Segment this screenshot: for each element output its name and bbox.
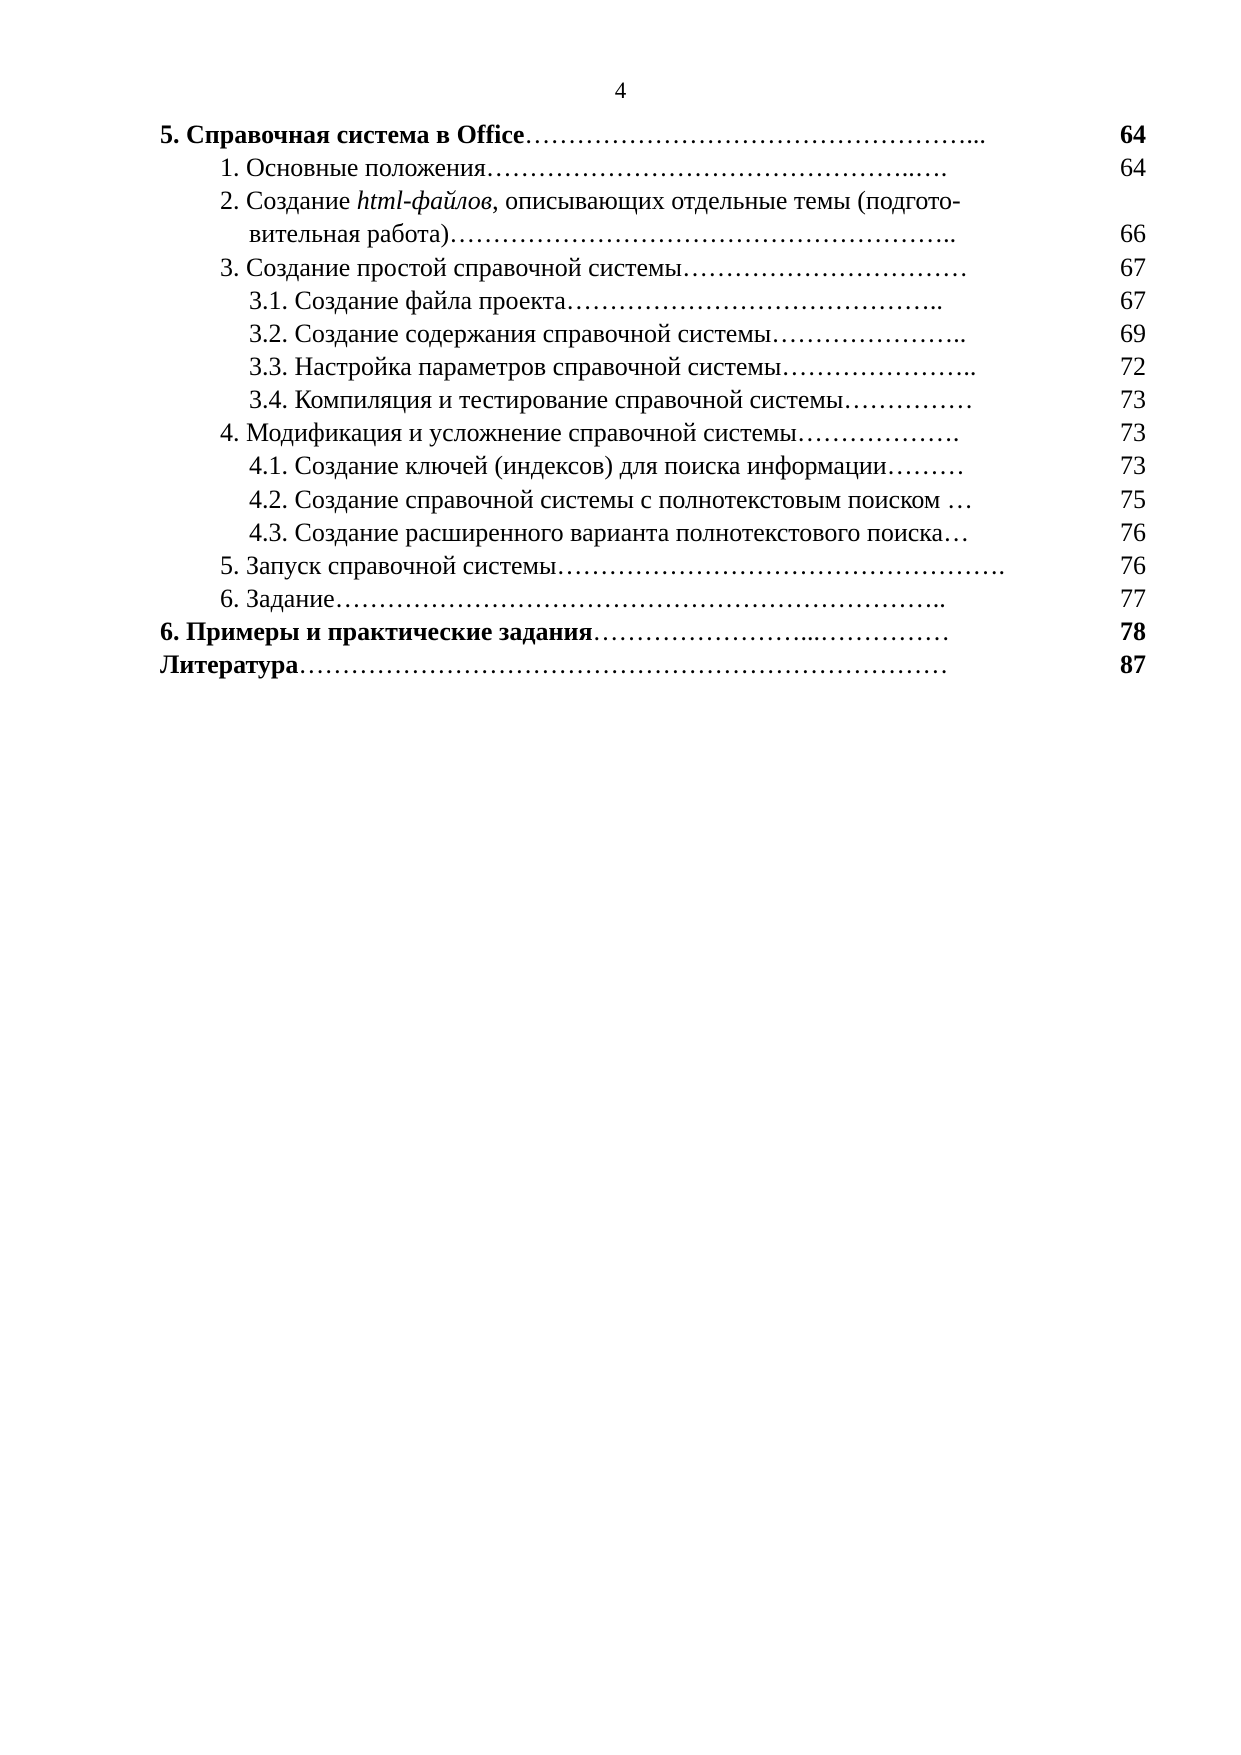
toc-leader-dots: ……………………………………………. bbox=[556, 551, 1005, 580]
toc-leader-dots: … bbox=[946, 485, 973, 514]
toc-entry-title-end: , описывающих отдельные темы (подгото- bbox=[492, 186, 961, 215]
toc-entry-title: 3. Создание простой справочной системы bbox=[220, 253, 682, 282]
toc-entry-title: Литература bbox=[160, 650, 299, 679]
toc-page-number: 87 bbox=[1120, 650, 1146, 679]
toc-leader-dots: ……………………...…………… bbox=[592, 617, 951, 646]
toc-entry-title: 1. Основные положения bbox=[220, 153, 486, 182]
toc-leader-dots: ……… bbox=[886, 451, 965, 480]
toc-leader-dots: …………………………………………………………….. bbox=[334, 584, 946, 613]
toc-leader-dots: …………………………………….. bbox=[565, 286, 943, 315]
toc-page-number: 73 bbox=[1120, 451, 1146, 480]
toc-leader-dots: ………………….. bbox=[781, 352, 977, 381]
toc-chapter-5 bbox=[0, 118, 1241, 152]
toc-section-5-2-continued bbox=[0, 217, 1241, 251]
toc-entry-title: 3.4. Компиляция и тестирование справочной системы bbox=[249, 385, 844, 414]
toc-subsection-4-3 bbox=[0, 516, 1241, 550]
toc-entry-title-start: 2. Создание bbox=[220, 186, 357, 215]
toc-entry-title: 6. Задание bbox=[220, 584, 335, 613]
toc-page-number: 76 bbox=[1120, 551, 1146, 580]
toc-page-number: 66 bbox=[1120, 219, 1146, 248]
toc-entry-title: 6. Примеры и практические задания bbox=[160, 617, 593, 646]
toc-entry-title: 4. Модификация и усложнение справочной системы bbox=[220, 418, 797, 447]
toc-entry-title: вительная работа) bbox=[249, 219, 450, 248]
toc-page-number: 73 bbox=[1120, 418, 1146, 447]
toc-leader-dots: …………………………………………..…. bbox=[485, 153, 948, 182]
toc-subsection-3-1 bbox=[0, 284, 1241, 318]
toc-leader-dots: …………… bbox=[843, 385, 974, 414]
toc-entry-title: 5. Запуск справочной системы bbox=[220, 551, 557, 580]
toc-page-number: 67 bbox=[1120, 253, 1146, 282]
toc-page-number: 72 bbox=[1120, 352, 1146, 381]
toc-entry-title: 3.2. Создание содержания справочной системы bbox=[249, 319, 772, 348]
toc-entry-title: 4.2. Создание справочной системы с полнотекстовым поиском bbox=[249, 485, 947, 514]
toc-subsection-3-2 bbox=[0, 317, 1241, 351]
toc-leader-dots: ………………….. bbox=[771, 319, 967, 348]
toc-page-number: 64 bbox=[1120, 120, 1146, 149]
toc-page-number: 64 bbox=[1120, 153, 1146, 182]
toc-section-5-3 bbox=[0, 251, 1241, 285]
toc-entry-title: 4.1. Создание ключей (индексов) для поиска информации bbox=[249, 451, 887, 480]
toc-section-5-6 bbox=[0, 582, 1241, 616]
toc-section-5-2 bbox=[0, 184, 1241, 218]
toc-chapter-6 bbox=[0, 615, 1241, 649]
toc-page-number: 75 bbox=[1120, 485, 1146, 514]
toc-subsection-3-3 bbox=[0, 350, 1241, 384]
toc-leader-dots: …………………………… bbox=[681, 253, 968, 282]
toc-section-5-1 bbox=[0, 151, 1241, 185]
toc-page-number: 78 bbox=[1120, 617, 1146, 646]
toc-entry-title: 3.1. Создание файла проекта bbox=[249, 286, 566, 315]
toc-page-number: 69 bbox=[1120, 319, 1146, 348]
toc-subsection-3-4 bbox=[0, 383, 1241, 417]
toc-section-5-5 bbox=[0, 549, 1241, 583]
toc-section-5-4 bbox=[0, 416, 1241, 450]
toc-leader-dots: ……………………………………………... bbox=[524, 120, 986, 149]
toc-entry-title-italic: html-файлов bbox=[356, 186, 493, 215]
toc-entry-title: 5. Справочная система в Office bbox=[160, 120, 525, 149]
toc-page-number: 76 bbox=[1120, 518, 1146, 547]
toc-entry-title: 4.3. Создание расширенного варианта полнотекстового поиска bbox=[249, 518, 944, 547]
toc-leader-dots: ………………………………………………….. bbox=[449, 219, 957, 248]
toc-subsection-4-1 bbox=[0, 449, 1241, 483]
toc-leader-dots: … bbox=[943, 518, 970, 547]
toc-page-number: 67 bbox=[1120, 286, 1146, 315]
toc-references bbox=[0, 648, 1241, 682]
toc-subsection-4-2 bbox=[0, 483, 1241, 517]
page-number: 4 bbox=[614, 78, 627, 103]
toc-leader-dots: ………………………………………………………………… bbox=[298, 650, 949, 679]
toc-leader-dots: ………………. bbox=[796, 418, 960, 447]
toc-entry-title: 3.3. Настройка параметров справочной системы bbox=[249, 352, 782, 381]
toc-page-number: 73 bbox=[1120, 385, 1146, 414]
toc-page-number: 77 bbox=[1120, 584, 1146, 613]
